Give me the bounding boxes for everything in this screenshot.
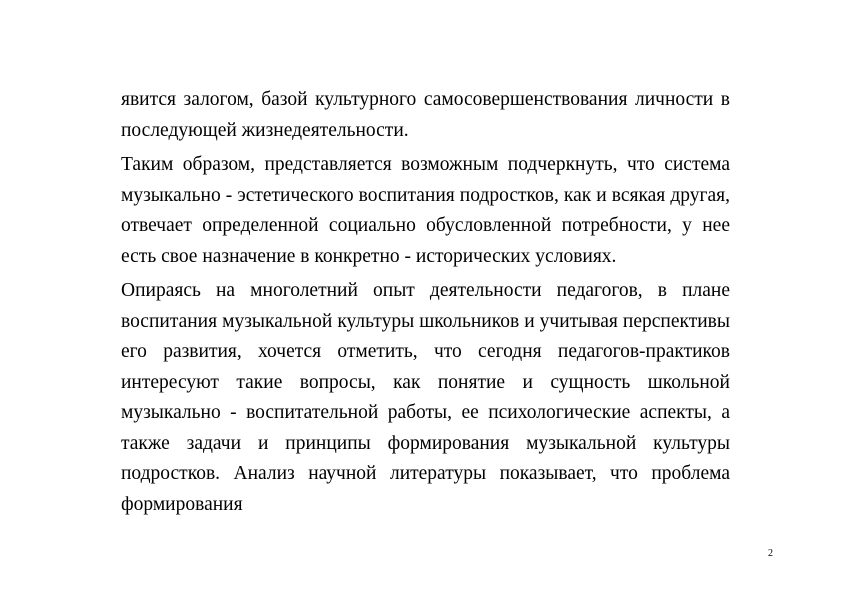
paragraph-1: явится залогом, базой культурного самосовершенствования личности в последующей жизнедеятельности.	[121, 89, 730, 141]
paragraph-2: Таким образом, представляется возможным подчеркнуть, что система музыкально - эстетического воспитания подростков, как и всякая другая, отвечает определенной социально обусловленной потребности, у нее есть свое назначение в конкретно - исторических условиях.	[121, 154, 730, 267]
page-number: 2	[768, 548, 773, 559]
paragraph-3: Опираясь на многолетний опыт деятельности педагогов, в плане воспитания музыкальной культуры школьников и учитывая перспективы его развития, хочется отметить, что сегодня педагогов-практиков интересуют такие вопросы, как понятие и сущность школьной музыкально - воспитательной работы, ее психологические аспекты, а также задачи и принципы формирования музыкальной культуры подростков. Анализ научной литературы показывает, что проблема формирования	[121, 280, 730, 515]
body-text	[121, 85, 730, 524]
